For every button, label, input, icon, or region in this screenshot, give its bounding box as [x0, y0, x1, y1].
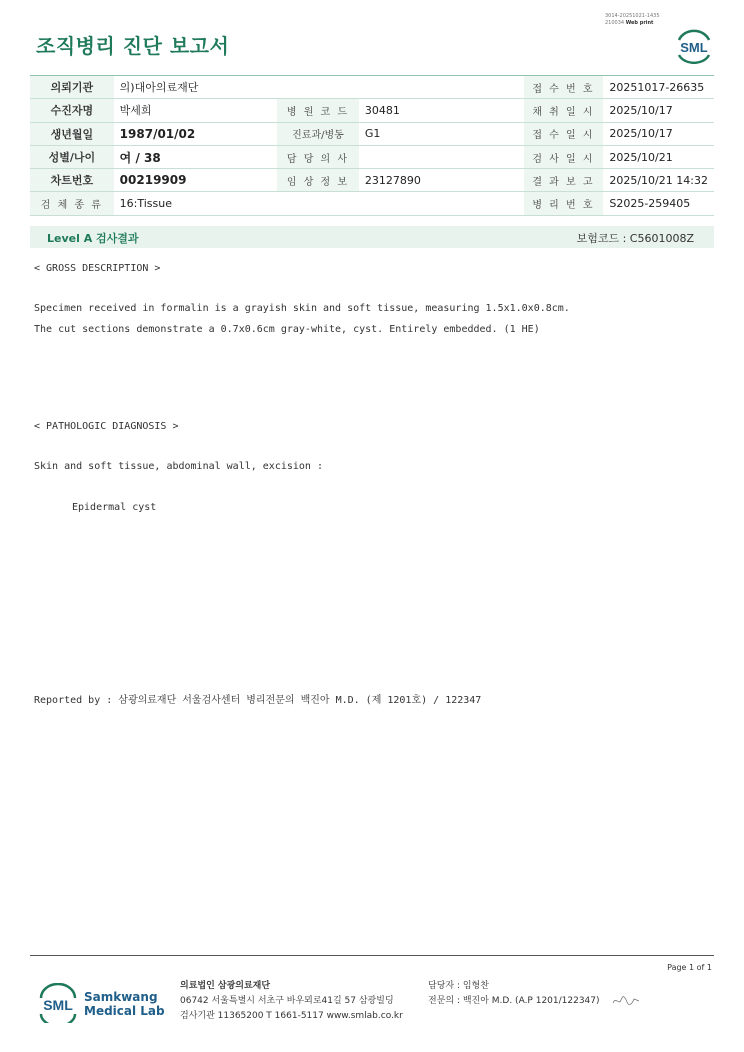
- patient-name-value: 박세희: [114, 99, 277, 122]
- dob-value: 1987/01/02: [114, 122, 277, 145]
- requesting-org-value: 의)대아의료재단: [114, 76, 524, 99]
- collection-date-value: 2025/10/17: [603, 99, 714, 122]
- gross-text-line: Specimen received in formalin is a grayish skin and soft tissue, measuring 1.5x1.0x0.8cm.: [34, 303, 570, 314]
- staff-name: 담당자 : 임형찬: [428, 981, 489, 991]
- sml-footer-logo: [36, 983, 80, 1023]
- sex-age-value: 여 / 38: [114, 145, 277, 168]
- doctor-value: [359, 145, 524, 168]
- org-address: 06742 서울특별시 서초구 바우뫼로41길 57 삼광빌딩: [180, 996, 394, 1006]
- dept-label: 진료과/병동: [277, 122, 359, 145]
- info-row: [30, 122, 714, 145]
- insurance-code: 보험코드 : C5601008Z: [576, 232, 694, 245]
- info-row: [30, 76, 714, 99]
- info-row: [30, 99, 714, 122]
- clinical-info-label: 임 상 정 보: [277, 169, 359, 192]
- specimen-type-label: 검 체 종 류: [30, 192, 114, 215]
- pathology-no-value: S2025-259405: [603, 192, 714, 215]
- diagnosis-header: < PATHOLOGIC DIAGNOSIS >: [34, 421, 179, 432]
- info-row: [30, 145, 714, 168]
- clinical-info-value: 23127890: [359, 169, 524, 192]
- staff-info: [428, 979, 600, 1009]
- gross-text-line: The cut sections demonstrate a 0.7x0.6cm gray-white, cyst. Entirely embedded. (1 HE): [34, 324, 540, 335]
- patient-info-table: [30, 75, 714, 216]
- org-info: [180, 979, 403, 1024]
- sml-logo-text: SML: [680, 40, 708, 55]
- dob-label: 생년월일: [30, 122, 114, 145]
- print-code-2: 210034: [605, 20, 625, 26]
- page-number: Page 1 of 1: [667, 963, 712, 972]
- sex-age-label: 성별/나이: [30, 145, 114, 168]
- specimen-type-value: 16:Tissue: [114, 192, 524, 215]
- chart-no-label: 차트번호: [30, 169, 114, 192]
- print-info: [605, 13, 660, 27]
- requesting-org-label: 의뢰기관: [30, 76, 114, 99]
- result-report-value: 2025/10/21 14:32: [603, 169, 714, 192]
- sml-logo: [673, 26, 715, 64]
- org-contact: 검사기관 11365200 T 1661-5117 www.smlab.co.kr: [180, 1011, 403, 1021]
- footer-divider: [30, 955, 714, 956]
- result-report-label: 결 과 보 고: [524, 169, 604, 192]
- brand-name: [84, 990, 165, 1018]
- result-level-bar: [30, 226, 714, 248]
- receipt-no-value: 20251017-26635: [603, 76, 714, 99]
- web-print-label: Web print: [625, 20, 654, 26]
- sml-footer-logo-text: SML: [43, 997, 73, 1013]
- collection-date-label: 채 취 일 시: [524, 99, 604, 122]
- hospital-code-label: 병 원 코 드: [277, 99, 359, 122]
- specialist-name: 전문의 : 백진아 M.D. (A.P 1201/122347): [428, 996, 600, 1006]
- hospital-code-value: 30481: [359, 99, 524, 122]
- diagnosis-result: Epidermal cyst: [72, 502, 157, 513]
- report-title: 조직병리 진단 보고서: [36, 34, 230, 58]
- receipt-no-label: 접 수 번 호: [524, 76, 604, 99]
- info-row: [30, 169, 714, 192]
- receipt-date-label: 접 수 일 시: [524, 122, 604, 145]
- diagnosis-site: Skin and soft tissue, abdominal wall, excision :: [34, 461, 323, 472]
- pathology-no-label: 병 리 번 호: [524, 192, 604, 215]
- info-row: [30, 192, 714, 215]
- chart-no-value: 00219909: [114, 169, 277, 192]
- doctor-label: 담 당 의 사: [277, 145, 359, 168]
- exam-date-value: 2025/10/21: [603, 145, 714, 168]
- brand-line: Samkwang: [84, 990, 158, 1004]
- brand-line: Medical Lab: [84, 1004, 165, 1018]
- gross-header: < GROSS DESCRIPTION >: [34, 263, 161, 274]
- signature-image: [612, 994, 640, 1008]
- level-label: Level A 검사결과: [47, 232, 139, 245]
- patient-name-label: 수진자명: [30, 99, 114, 122]
- exam-date-label: 검 사 일 시: [524, 145, 604, 168]
- receipt-date-value: 2025/10/17: [603, 122, 714, 145]
- org-name: 의료법인 삼광의료재단: [180, 981, 271, 991]
- print-code: 3014-20251021-1435: [605, 13, 660, 19]
- reported-by: Reported by : 삼광의료재단 서울검사센터 병리전문의 백진아 M.D. (제 1201호) / 122347: [34, 695, 482, 706]
- dept-value: G1: [359, 122, 524, 145]
